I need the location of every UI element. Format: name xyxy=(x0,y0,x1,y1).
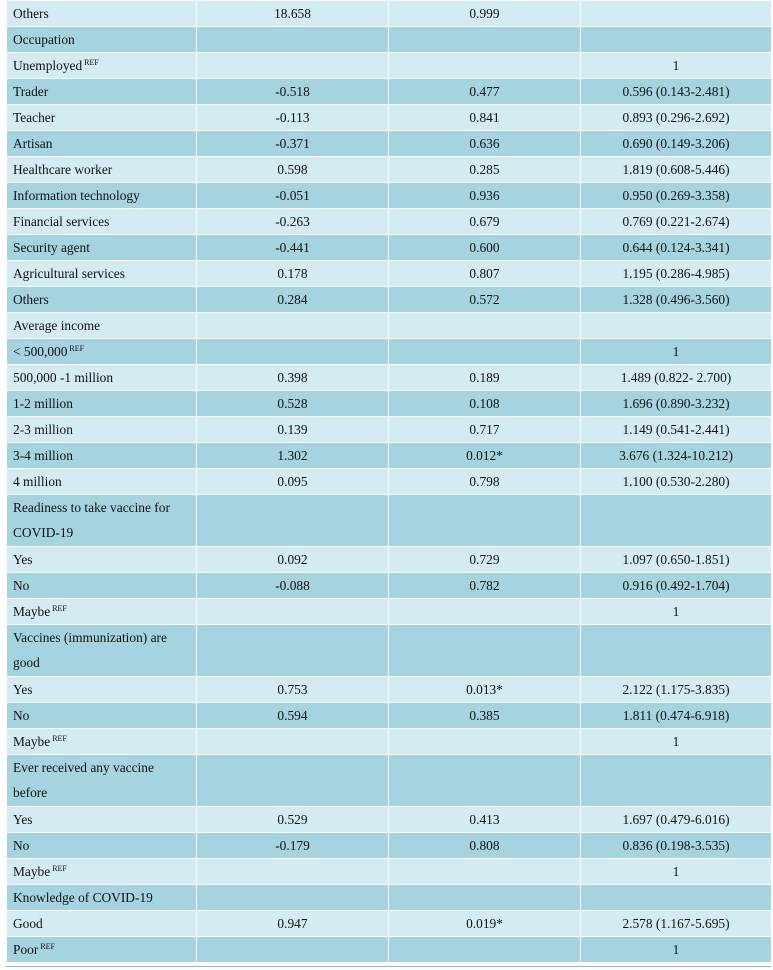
p-value-cell: 0.385 xyxy=(389,703,581,729)
coefficient-cell: 0.398 xyxy=(197,365,389,391)
p-value-cell xyxy=(389,937,581,963)
row-label: 3-4 million xyxy=(13,448,73,463)
row-label: Yes xyxy=(13,552,33,567)
row-label-cell xyxy=(7,105,197,131)
odds-ratio-cell: 1 xyxy=(581,53,772,79)
table-row xyxy=(7,625,772,677)
row-label-cell xyxy=(7,937,197,963)
coefficient-cell xyxy=(197,495,389,547)
table-row xyxy=(7,261,772,287)
table-row xyxy=(7,443,772,469)
row-label: Yes xyxy=(13,812,33,827)
coefficient-cell: 1.302 xyxy=(197,443,389,469)
table-row xyxy=(7,833,772,859)
row-label: Agricultural services xyxy=(13,266,125,281)
coefficient-cell: 0.529 xyxy=(197,807,389,833)
odds-ratio-cell: 0.836 (0.198-3.535) xyxy=(581,833,772,859)
p-value-cell: 0.108 xyxy=(389,391,581,417)
odds-ratio-cell xyxy=(581,625,772,677)
p-value-cell: 0.782 xyxy=(389,573,581,599)
row-label: 4 million xyxy=(13,474,62,489)
reference-marker: REF xyxy=(40,942,55,951)
coefficient-cell: 0.598 xyxy=(197,157,389,183)
table-row xyxy=(7,105,772,131)
p-value-cell: 0.798 xyxy=(389,469,581,495)
coefficient-cell: 0.528 xyxy=(197,391,389,417)
table-row xyxy=(7,755,772,807)
odds-ratio-cell: 1 xyxy=(581,729,772,755)
coefficient-cell: -0.518 xyxy=(197,79,389,105)
p-value-cell: 0.679 xyxy=(389,209,581,235)
odds-ratio-cell: 0.769 (0.221-2.674) xyxy=(581,209,772,235)
row-label: Readiness to take vaccine for COVID-19 xyxy=(13,500,170,540)
odds-ratio-cell: 0.596 (0.143-2.481) xyxy=(581,79,772,105)
table-row xyxy=(7,417,772,443)
coefficient-cell: 0.753 xyxy=(197,677,389,703)
coefficient-cell xyxy=(197,729,389,755)
row-label: Teacher xyxy=(13,110,56,125)
row-label-cell xyxy=(7,417,197,443)
odds-ratio-cell: 1.328 (0.496-3.560) xyxy=(581,287,772,313)
table-row xyxy=(7,339,772,365)
coefficient-cell: 0.947 xyxy=(197,911,389,937)
row-label: Information technology xyxy=(13,188,140,203)
table-row xyxy=(7,53,772,79)
p-value-cell: 0.600 xyxy=(389,235,581,261)
table-row xyxy=(7,157,772,183)
row-label-cell xyxy=(7,313,197,339)
reference-marker: REF xyxy=(69,344,85,353)
table-row xyxy=(7,937,772,963)
table-row xyxy=(7,469,772,495)
coefficient-cell: -0.088 xyxy=(197,573,389,599)
table-row xyxy=(7,365,772,391)
row-label-cell xyxy=(7,625,197,677)
p-value-cell xyxy=(389,53,581,79)
table-row xyxy=(7,79,772,105)
row-label: Healthcare worker xyxy=(13,162,113,177)
coefficient-cell xyxy=(197,339,389,365)
coefficient-cell: 18.658 xyxy=(197,1,389,27)
odds-ratio-cell: 2.122 (1.175-3.835) xyxy=(581,677,772,703)
table-row xyxy=(7,209,772,235)
coefficient-cell: 0.092 xyxy=(197,547,389,573)
row-label-cell xyxy=(7,235,197,261)
table-bottom-border xyxy=(6,966,771,967)
row-label-cell xyxy=(7,703,197,729)
regression-table xyxy=(6,0,772,963)
row-label: Good xyxy=(13,916,43,931)
odds-ratio-cell: 1.819 (0.608-5.446) xyxy=(581,157,772,183)
table-row xyxy=(7,287,772,313)
p-value-cell: 0.999 xyxy=(389,1,581,27)
row-label-cell xyxy=(7,599,197,625)
coefficient-cell xyxy=(197,27,389,53)
table-row xyxy=(7,313,772,339)
p-value-cell: 0.841 xyxy=(389,105,581,131)
p-value-cell: 0.636 xyxy=(389,131,581,157)
table-row xyxy=(7,599,772,625)
p-value-cell xyxy=(389,625,581,677)
table-row xyxy=(7,495,772,547)
row-label: Occupation xyxy=(13,32,75,47)
odds-ratio-cell: 1.195 (0.286-4.985) xyxy=(581,261,772,287)
row-label: Yes xyxy=(13,682,33,697)
coefficient-cell xyxy=(197,599,389,625)
odds-ratio-cell: 0.950 (0.269-3.358) xyxy=(581,183,772,209)
coefficient-cell: 0.284 xyxy=(197,287,389,313)
odds-ratio-cell: 1.489 (0.822- 2.700) xyxy=(581,365,772,391)
odds-ratio-cell: 0.690 (0.149-3.206) xyxy=(581,131,772,157)
odds-ratio-cell xyxy=(581,755,772,807)
table-row xyxy=(7,911,772,937)
row-label-cell xyxy=(7,365,197,391)
p-value-cell xyxy=(389,313,581,339)
coefficient-cell xyxy=(197,53,389,79)
row-label-cell xyxy=(7,885,197,911)
odds-ratio-cell: 0.644 (0.124-3.341) xyxy=(581,235,772,261)
coefficient-cell: 0.095 xyxy=(197,469,389,495)
row-label-cell xyxy=(7,27,197,53)
odds-ratio-cell: 1.097 (0.650-1.851) xyxy=(581,547,772,573)
p-value-cell xyxy=(389,495,581,547)
p-value-cell xyxy=(389,885,581,911)
p-value-cell: 0.019* xyxy=(389,911,581,937)
row-label-cell xyxy=(7,469,197,495)
row-label-cell xyxy=(7,209,197,235)
odds-ratio-cell: 1 xyxy=(581,937,772,963)
p-value-cell: 0.477 xyxy=(389,79,581,105)
row-label-cell xyxy=(7,53,197,79)
row-label: Ever received any vaccine before xyxy=(13,760,154,800)
odds-ratio-cell xyxy=(581,1,772,27)
row-label: Maybe xyxy=(13,734,51,749)
row-label-cell xyxy=(7,573,197,599)
table-row xyxy=(7,677,772,703)
row-label: Maybe xyxy=(13,864,51,879)
row-label: Others xyxy=(13,6,49,21)
p-value-cell: 0.807 xyxy=(389,261,581,287)
row-label-cell xyxy=(7,287,197,313)
odds-ratio-cell: 1.696 (0.890-3.232) xyxy=(581,391,772,417)
coefficient-cell: 0.178 xyxy=(197,261,389,287)
table-row xyxy=(7,859,772,885)
row-label-cell xyxy=(7,859,197,885)
row-label: No xyxy=(13,708,30,723)
table-body xyxy=(7,1,772,963)
coefficient-cell xyxy=(197,937,389,963)
coefficient-cell xyxy=(197,625,389,677)
row-label: Maybe xyxy=(13,604,51,619)
row-label: Average income xyxy=(13,318,101,333)
row-label-cell xyxy=(7,807,197,833)
coefficient-cell: -0.051 xyxy=(197,183,389,209)
row-label-cell xyxy=(7,261,197,287)
table-row xyxy=(7,703,772,729)
odds-ratio-cell: 1.149 (0.541-2.441) xyxy=(581,417,772,443)
table-row xyxy=(7,183,772,209)
row-label-cell xyxy=(7,79,197,105)
p-value-cell xyxy=(389,859,581,885)
odds-ratio-cell: 1.697 (0.479-6.016) xyxy=(581,807,772,833)
row-label: Trader xyxy=(13,84,49,99)
row-label-cell xyxy=(7,157,197,183)
p-value-cell xyxy=(389,27,581,53)
p-value-cell: 0.285 xyxy=(389,157,581,183)
row-label: Financial services xyxy=(13,214,110,229)
row-label-cell xyxy=(7,131,197,157)
row-label-cell xyxy=(7,339,197,365)
coefficient-cell: -0.179 xyxy=(197,833,389,859)
table-row xyxy=(7,235,772,261)
coefficient-cell: -0.113 xyxy=(197,105,389,131)
row-label: Artisan xyxy=(13,136,53,151)
odds-ratio-cell: 1.811 (0.474-6.918) xyxy=(581,703,772,729)
table-row xyxy=(7,573,772,599)
odds-ratio-cell: 1 xyxy=(581,599,772,625)
odds-ratio-cell: 2.578 (1.167-5.695) xyxy=(581,911,772,937)
table-row xyxy=(7,547,772,573)
coefficient-cell: -0.263 xyxy=(197,209,389,235)
odds-ratio-cell: 1.100 (0.530-2.280) xyxy=(581,469,772,495)
coefficient-cell: -0.371 xyxy=(197,131,389,157)
p-value-cell xyxy=(389,729,581,755)
coefficient-cell xyxy=(197,755,389,807)
row-label-cell xyxy=(7,495,197,547)
row-label: Others xyxy=(13,292,49,307)
row-label: No xyxy=(13,578,30,593)
odds-ratio-cell: 0.893 (0.296-2.692) xyxy=(581,105,772,131)
row-label-cell xyxy=(7,443,197,469)
row-label-cell xyxy=(7,911,197,937)
odds-ratio-cell: 1 xyxy=(581,339,772,365)
row-label: 2-3 million xyxy=(13,422,73,437)
odds-ratio-cell: 0.916 (0.492-1.704) xyxy=(581,573,772,599)
row-label-cell xyxy=(7,677,197,703)
row-label: 500,000 -1 million xyxy=(13,370,114,385)
row-label-cell xyxy=(7,755,197,807)
table-row xyxy=(7,27,772,53)
row-label: Vaccines (immunization) are good xyxy=(13,630,167,670)
p-value-cell xyxy=(389,755,581,807)
p-value-cell: 0.808 xyxy=(389,833,581,859)
table-row xyxy=(7,807,772,833)
table-row xyxy=(7,131,772,157)
row-label: < 500,000 xyxy=(13,344,68,359)
odds-ratio-cell xyxy=(581,885,772,911)
row-label-cell xyxy=(7,833,197,859)
row-label: 1-2 million xyxy=(13,396,73,411)
p-value-cell: 0.936 xyxy=(389,183,581,209)
coefficient-cell xyxy=(197,885,389,911)
p-value-cell: 0.012* xyxy=(389,443,581,469)
p-value-cell xyxy=(389,599,581,625)
odds-ratio-cell xyxy=(581,495,772,547)
row-label: No xyxy=(13,838,30,853)
reference-marker: REF xyxy=(52,734,67,743)
reference-marker: REF xyxy=(52,604,67,613)
p-value-cell: 0.013* xyxy=(389,677,581,703)
odds-ratio-cell: 1 xyxy=(581,859,772,885)
row-label-cell xyxy=(7,183,197,209)
odds-ratio-cell xyxy=(581,313,772,339)
p-value-cell: 0.717 xyxy=(389,417,581,443)
row-label: Security agent xyxy=(13,240,90,255)
p-value-cell: 0.729 xyxy=(389,547,581,573)
odds-ratio-cell xyxy=(581,27,772,53)
odds-ratio-cell: 3.676 (1.324-10.212) xyxy=(581,443,772,469)
row-label: Poor xyxy=(13,942,39,957)
table-row xyxy=(7,1,772,27)
table-row xyxy=(7,391,772,417)
p-value-cell: 0.189 xyxy=(389,365,581,391)
row-label-cell xyxy=(7,1,197,27)
table-row xyxy=(7,729,772,755)
reference-marker: REF xyxy=(52,864,67,873)
reference-marker: REF xyxy=(84,58,99,67)
row-label-cell xyxy=(7,547,197,573)
row-label: Unemployed xyxy=(13,58,83,73)
coefficient-cell: -0.441 xyxy=(197,235,389,261)
row-label-cell xyxy=(7,729,197,755)
row-label-cell xyxy=(7,391,197,417)
p-value-cell xyxy=(389,339,581,365)
coefficient-cell xyxy=(197,859,389,885)
table-row xyxy=(7,885,772,911)
p-value-cell: 0.572 xyxy=(389,287,581,313)
coefficient-cell xyxy=(197,313,389,339)
coefficient-cell: 0.594 xyxy=(197,703,389,729)
row-label: Knowledge of COVID-19 xyxy=(13,890,153,905)
p-value-cell: 0.413 xyxy=(389,807,581,833)
coefficient-cell: 0.139 xyxy=(197,417,389,443)
